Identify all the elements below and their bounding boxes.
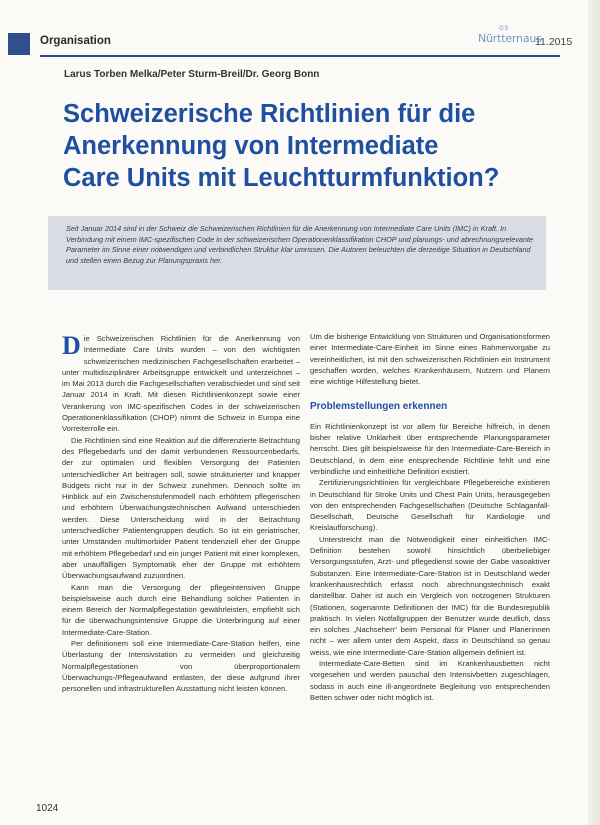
drop-cap: D (62, 331, 81, 360)
body-column-right (310, 331, 550, 703)
body-column-left (62, 333, 300, 695)
page-number: 1024 (36, 803, 59, 814)
magazine-logo (478, 26, 542, 45)
article-title (63, 98, 583, 194)
logo-text: Nürtternaus (478, 32, 542, 45)
article-abstract: Seit Januar 2014 sind in der Schweiz die Schweizerischen Richtlinien für die Anerkennung von Intermediate Care Units (IMC) in Kraft. In Verbindung mit einem IMC-spezifischen Code in der schweizerischen Operationenklassifikation CHOP und planungs- und abrechnungsrelevante Parameter im Sinne einer notwendigen und verbindlichen Struktur klar umrissen. Die Autoren beleuchten die derzeitige Situation in Deutschland und stellen einen Bezug zur Planungspraxis her. (48, 216, 546, 290)
body-paragraph: Unterstreicht man die Notwendigkeit einer einheitlichen IMC-Definition bestehen sowohl hinsichtlich überbeliebiger Versorgungsstufen, Arzt- und pflegedienst sowie der Gabe vasoaktiver Substanzen. Eine Intermediate-Care-Station ist in Deutschland weder krankenhausrechtlich erfasst noch abrechnungstechnisch exakt darstellbar. Daher ist auch ein Vergleich von notzogenen Strukturen (Stationen, sogenannte Definitionen der IMC) für die Bundesrepublik praktisch. In vielen Notfallgruppen der Benutzer wurde deutlich, dass ein solches „Nachsehen“ beim Personal für Planer und Planerinnen nicht – wer allem unter dem Aspekt, dass in Deutschland so genau weiss, wie eine Intermediate-Care-Station allgemein definiert ist. (310, 534, 550, 657)
page-edge-shadow (588, 0, 600, 825)
issue-number: 11.2015 (535, 36, 573, 48)
body-paragraph: Intermediate-Care-Betten sind im Krankenhausbetten nicht vorgesehen und werden pauschal den Intensivbetten zugeschlagen, sodass in auch eine ill-angeordnete Begleitung von entsprechenden Betten schwer oder nicht möglich ist. (310, 659, 550, 702)
body-paragraph-text: ie Schweizerischen Richtlinien für die Anerkennung von Intermediate Care Units wurden – von den wichtigsten schweizerischen medizinischen Fachgesellschaften erarbeitet – unter multidisziplinärer Arbeitsgruppe entwickelt und unterzeichnet – im Mai 2013 durch die Fachgesellschaften verabschiedet und sind seit Januar 2014 in Kraft. Mit diesen Richtlinienkonzept sowie einer Verankerung von IMC-spezifischen Codes in der schweizerischen Operationenklassifikation (CHOP) nimmt die Schweiz in Europa eine Vorreiterrolle ein. (62, 334, 300, 434)
section-marker (8, 33, 30, 55)
body-paragraph: Um die bisherige Entwicklung von Strukturen und Organisationsformen einer Intermediate-Care-Einheit im Sinne eines Rahmenvorgabe zu vereinheitlichen, ist mit den schweizerischen Richtlinien ein Instrument geschaffen worden, welches Krankenhäusern, Nutzern und Planern eine wichtige Hilfestellung bietet. (310, 332, 550, 387)
body-paragraph (62, 333, 300, 435)
body-paragraph: Zertifizierungsrichtlinien für vergleichbare Pflegebereiche existieren in Deutschland für Stroke Units und Chest Pain Units, herausgegeben von den entsprechenden Fachgesellschaften (Deutsche Schlaganfall-Gesellschaft, Deutsche Gesellschaft für Kardiologie und Kreislaufforschung). (310, 478, 550, 533)
header-divider (40, 55, 560, 57)
body-paragraph: Kann man die Versorgung der pflegeintensiven Gruppe beispielsweise auch durch eine Behandlung solcher Patienten in einem Bereich der Normalpflegestation gewährleisten, empfiehlt sich für die überwachungsintensive Gruppe die Unterbringung auf einer Intermediate-Care-Station. (62, 582, 300, 637)
article-authors: Larus Torben Melka/Peter Sturm-Breil/Dr. Georg Bonn (64, 69, 320, 80)
title-line: Anerkennung von Intermediate (63, 132, 439, 160)
body-paragraph: Per definitionem soll eine Intermediate-Care-Station helfen, eine Überlastung der Intensivstation zu vermeiden und gleichzeitig Normalpflegestationen von überproportionalem Überwachungs-/Pflegeaufwand entlasten, der diese aufgrund ihrer personellen und infrastrukturellen Ausstattung nicht leisten können. (62, 639, 300, 694)
title-line: Care Units mit Leuchtturmfunktion? (63, 164, 500, 192)
body-paragraph: Ein Richtlinienkonzept ist vor allem für Bereiche hilfreich, in denen bisher relative Unklarheit über entsprechende Planungsparameter herrscht. Dies gilt beispielsweise für den Intermediate-Care-Bereich in Deutschland, in dem eine entsprechende Richtlinie fehlt und eine verbindliche und einheitliche Definition existiert. (310, 421, 550, 476)
section-subheading: Problemstellungen erkennen (310, 401, 448, 413)
body-paragraph: Die Richtlinien sind eine Reaktion auf die differenzierte Betrachtung des Pflegebedarfs und der damit verbundenen Ressourcenbedarfs, der zur optimalen und flexiblen Versorgung der Patienten unterschiedlicher Art beitragen soll, sowie strukturierter und knapper Budgets nicht nur in der Schweiz zunehmen. Dennoch sollte im Hinblick auf ein Zwischenstufenmodell nach erhöhtem pflegerischen und erhöhtem Überwachungstechnischen Aufwand unterschieden werden. Diese Unterscheidung wird in der Betrachtung unterschiedlicher Patientengruppen deutlich. So ist ein geriatrischer, unter Umständen multimorbider Patient tendenziell eher der Gruppe mit erhöhtem Pflegebedarf und ein junger Patient mit einer komplexen, aber unauffälligen Symptomatik eher der Gruppe mit erhöhtem Überwachungsaufwand zuzuordnen. (62, 435, 300, 581)
logo-small-text: GS (499, 26, 509, 32)
section-label: Organisation (40, 35, 111, 47)
title-line: Schweizerische Richtlinien für die (63, 100, 476, 128)
